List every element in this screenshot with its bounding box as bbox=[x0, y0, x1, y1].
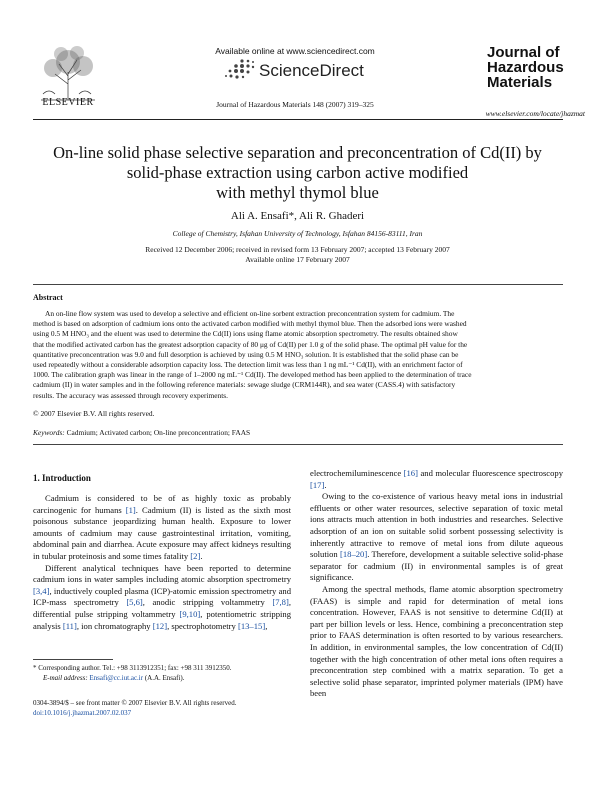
citation-link[interactable]: [18–20] bbox=[339, 549, 368, 560]
journal-title-line: Journal of bbox=[487, 44, 560, 61]
citation-link[interactable]: [12] bbox=[152, 620, 168, 631]
email-label: E-mail address: bbox=[43, 674, 88, 682]
citation-link[interactable]: [16] bbox=[403, 468, 418, 478]
journal-url[interactable]: www.elsevier.com/locate/jhazmat bbox=[485, 109, 585, 118]
copyright-notice: © 2007 Elsevier B.V. All rights reserved. bbox=[33, 409, 155, 418]
paragraph bbox=[33, 563, 291, 633]
paragraph-text: Among the spectral methods, flame atomic absorption spectrometry (FAAS) is simple and rapid for determination of metal ions concentration. However, FAAS is not sensitive to determine Cd(II) at part per billion levels or less. Hence, combining a preconcentration step prior to FAAS determination is often resorted to by various researchers. In addition, in environmental samples, the low concentration of Cd(II) together with the high concentration of other metal ions often requires a preconcentration step combined with a matrix separation. To get a selective solid phase separator, imprinted polymer materials (IPM) have been bbox=[310, 583, 563, 699]
abstract-line: results. The accuracy was assessed through recovery experiments. bbox=[33, 390, 229, 400]
sciencedirect-dots-icon bbox=[222, 58, 258, 82]
abstract-top-divider bbox=[33, 284, 563, 285]
paragraph bbox=[310, 491, 563, 584]
paragraph-text: Different analytical techniques have been reported to determine cadmium ions in water samples including atomic absorption spectrometry bbox=[33, 562, 291, 585]
issn-notice: 0304-3894/$ – see front matter © 2007 Elsevier B.V. All rights reserved. bbox=[33, 699, 237, 707]
publisher-name: ELSEVIER bbox=[42, 97, 94, 108]
paragraph-text: . Cadmium (II) is listed as the sixth most poisonous substance jeopardizing human health. Exposure to lower amounts of cadmium may cause gastrointestinal irritation, vomiting, abdominal pain and diarrhea. Acute exposure may affect kidneys resulting in tubular proteinosis and some times fatality bbox=[33, 504, 291, 561]
paragraph-text: , ion chromatography bbox=[76, 620, 153, 631]
title-line: On-line solid phase selective separation and preconcentration of Cd(II) by bbox=[53, 143, 542, 162]
abstract-heading: Abstract bbox=[33, 293, 63, 302]
elsevier-tree-logo-icon bbox=[33, 44, 103, 102]
available-online-text: Available online at www.sciencedirect.com bbox=[215, 46, 375, 56]
paragraph-text: , differential pulse stripping voltammetry bbox=[33, 597, 291, 619]
paper-title bbox=[40, 143, 555, 203]
paragraph bbox=[310, 468, 563, 491]
paragraph-text: , spectrophotometry bbox=[167, 620, 238, 631]
paragraph bbox=[310, 584, 563, 700]
email-link[interactable]: Ensafi@cc.iut.ac.ir bbox=[87, 674, 144, 682]
abstract-line: method is based on adsorption of cadmium ions onto the activated carbon modified with methyl thymol blue. Then the adsorbed ions were washed bbox=[33, 319, 467, 329]
header-divider bbox=[33, 119, 563, 120]
abstract-line: that the modified activated carbon has the greatest adsorption capacity of 80 μg of Cd(II) per 1.0 g of the solid phase. The optimal pH value for the bbox=[33, 339, 468, 349]
title-line: with methyl thymol blue bbox=[216, 183, 379, 202]
citation-link[interactable]: [2] bbox=[190, 550, 201, 561]
citation-link[interactable]: [9,10] bbox=[179, 608, 201, 619]
email-footnote bbox=[43, 674, 293, 682]
doi-link[interactable]: doi:10.1016/j.jhazmat.2007.02.037 bbox=[33, 709, 132, 717]
right-column bbox=[310, 468, 563, 700]
abstract-line: 1000. The calibration graph was linear in the range of 1–2000 ng mL⁻¹ Cd(II). The developed method has been applied to the determination of trace bbox=[33, 370, 472, 380]
journal-title-line: Hazardous bbox=[487, 59, 564, 76]
paragraph-text: . Therefore, development a suitable selective solid-phase separator for cadmium (II) in environmental samples is of great significance. bbox=[310, 549, 564, 583]
sciencedirect-logo-text: ScienceDirect bbox=[259, 61, 364, 80]
left-column bbox=[33, 493, 291, 632]
abstract-line: An on-line flow system was used to develop a selective and efficient on-line sorbent extraction preconcentration system for cadmium. The bbox=[45, 309, 455, 318]
paragraph-text: , inductively coupled plasma (ICP)-atomic emission spectrometry and ICP-mass spectrometry bbox=[33, 585, 291, 608]
paragraph-text: , bbox=[265, 620, 268, 631]
citation-link[interactable]: [11] bbox=[62, 620, 77, 631]
online-date: Available online 17 February 2007 bbox=[245, 255, 350, 264]
paragraph-text: . bbox=[324, 479, 327, 490]
citation-link[interactable]: [3,4] bbox=[33, 585, 50, 596]
paragraph bbox=[33, 493, 291, 563]
paragraph-text: and molecular fluorescence spectroscopy bbox=[417, 468, 563, 478]
paragraph-text: , potentiometric stripping analysis bbox=[33, 608, 291, 631]
paragraph-text: electrochemiluminescence bbox=[310, 468, 404, 478]
paragraph-text: , anodic stripping voltammetry bbox=[142, 597, 273, 608]
citation-link[interactable]: [1] bbox=[125, 504, 136, 515]
abstract-line: cadmium (II) in water samples and in the following reference materials: sewage sludge (CRM144R), and sea water (CASS.4) with satisfactory bbox=[33, 380, 456, 390]
citation-link[interactable]: [13–15] bbox=[237, 620, 266, 631]
email-tail: (A.A. Ensafi). bbox=[143, 674, 185, 682]
journal-title-logo bbox=[487, 45, 577, 90]
paragraph-text: Owing to the co-existence of various heavy metal ions in industrial effluents or other water resources, selective separation of toxic metal ions attracts much attention in both industries and researches. Selective adsorption of an ion on suitable solid sorbent possessing selectivity is inherently attractive to remove of metal ions from dilute aqueous solution bbox=[310, 491, 563, 560]
citation-link[interactable]: [17] bbox=[310, 479, 325, 490]
title-line: solid-phase extraction using carbon active modified bbox=[126, 163, 469, 182]
keywords-label: Keywords: bbox=[33, 428, 65, 437]
abstract-body bbox=[33, 309, 563, 401]
abstract-line: quantitative preconcentration was 9.0 and full desorption is achieved by using 0.5 M HNO₃ solution. It is established that the solid phase can be bbox=[33, 349, 459, 359]
received-dates: Received 12 December 2006; received in revised form 13 February 2007; accepted 13 February 2007 bbox=[145, 245, 450, 254]
journal-reference: Journal of Hazardous Materials 148 (2007) 319–325 bbox=[216, 100, 374, 109]
section-heading: 1. Introduction bbox=[33, 473, 91, 483]
paragraph-text: . bbox=[200, 550, 203, 561]
keywords bbox=[33, 428, 250, 437]
journal-title-line: Materials bbox=[487, 74, 553, 91]
abstract-line: using 0.5 M HNO₃ and the eluent was used to determine the Cd(II) ions using flame atomic absorption spectrometry. The results obtained show bbox=[33, 329, 458, 339]
affiliation: College of Chemistry, Isfahan University of Technology, Isfahan 84156-83111, Iran bbox=[172, 229, 423, 238]
author-list: Ali A. Ensafi*, Ali R. Ghaderi bbox=[230, 210, 365, 222]
paragraph-text: Cadmium is considered to be of as highly toxic as probably carcinogenic for humans bbox=[33, 493, 291, 515]
abstract-line: used repeatedly without a considerable adsorption capacity loss. The detection limit was less than 1 ng mL⁻¹ Cd(II), with an enrichment factor of bbox=[33, 360, 463, 370]
keywords-list: Cadmium; Activated carbon; On-line preconcentration; FAAS bbox=[64, 428, 251, 437]
corresponding-author-footnote: * Corresponding author. Tel.: +98 3113912351; fax: +98 311 3912350. bbox=[33, 664, 232, 672]
footnote-divider bbox=[33, 659, 113, 660]
keywords-divider bbox=[33, 444, 563, 445]
citation-link[interactable]: [5,6] bbox=[126, 597, 143, 608]
citation-link[interactable]: [7,8] bbox=[272, 597, 289, 608]
